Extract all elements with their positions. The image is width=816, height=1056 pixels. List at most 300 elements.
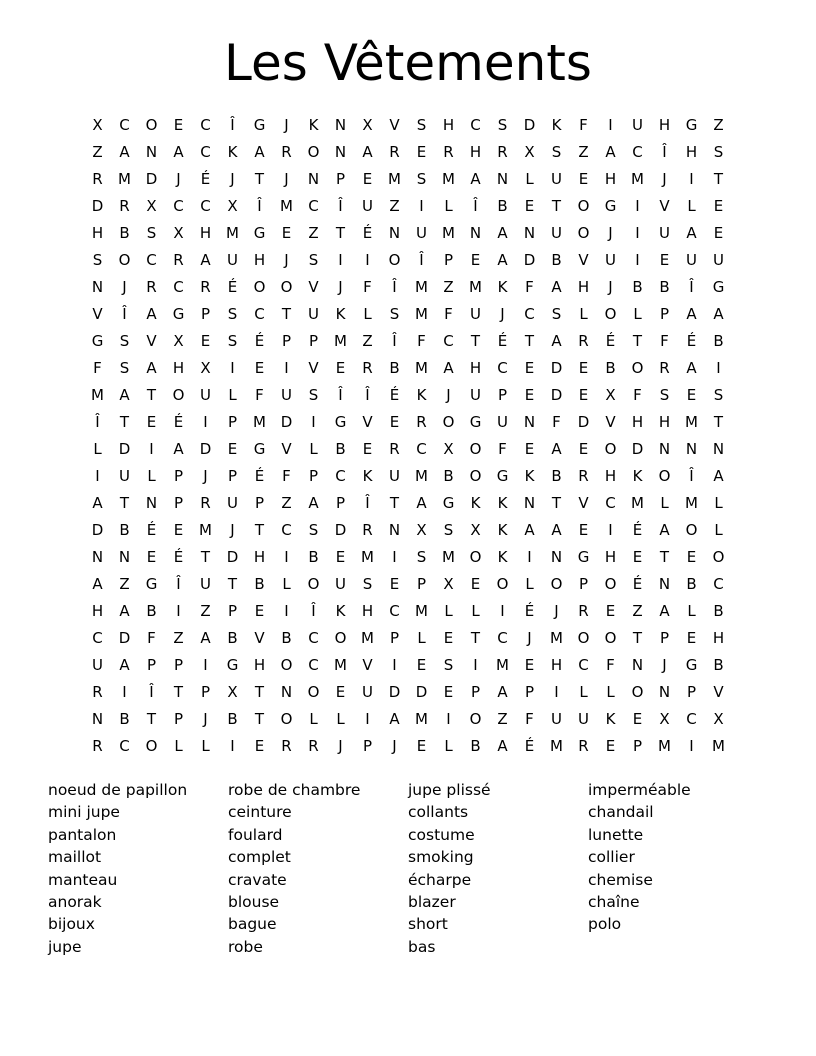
grid-letter: Î bbox=[257, 197, 262, 215]
grid-letter: I bbox=[284, 602, 289, 620]
word-item: bijoux bbox=[48, 915, 95, 934]
grid-letter: G bbox=[253, 116, 266, 134]
grid-row bbox=[84, 355, 732, 382]
grid-letter: C bbox=[200, 197, 211, 215]
grid-letter: N bbox=[388, 224, 401, 242]
grid-letter: G bbox=[253, 440, 266, 458]
grid-letter: L bbox=[687, 602, 696, 620]
grid-letter: I bbox=[284, 359, 289, 377]
grid-letter: A bbox=[497, 224, 508, 242]
grid-letter: G bbox=[685, 116, 698, 134]
grid-letter: B bbox=[254, 575, 265, 593]
grid-letter: B bbox=[497, 197, 508, 215]
grid-letter: Z bbox=[308, 224, 319, 242]
grid-letter: Î bbox=[176, 575, 181, 593]
grid-letter: O bbox=[604, 305, 617, 323]
grid-letter: H bbox=[91, 602, 104, 620]
grid-letter: I bbox=[716, 359, 721, 377]
grid-letter: A bbox=[146, 305, 157, 323]
grid-letter: J bbox=[230, 521, 235, 539]
grid-letter: G bbox=[334, 413, 347, 431]
grid-letter: E bbox=[335, 548, 346, 566]
grid-letter: J bbox=[284, 170, 289, 188]
grid-letter: D bbox=[91, 521, 104, 539]
grid-letter: T bbox=[254, 683, 265, 701]
grid-letter: S bbox=[713, 386, 724, 404]
grid-letter: R bbox=[389, 440, 400, 458]
grid-letter: I bbox=[635, 251, 640, 269]
grid-letter: I bbox=[203, 413, 208, 431]
grid-letter: P bbox=[335, 170, 346, 188]
grid-letter: X bbox=[92, 116, 103, 134]
grid-letter: L bbox=[174, 737, 183, 755]
grid-letter: M bbox=[118, 170, 131, 188]
grid-letter: K bbox=[308, 116, 319, 134]
grid-letter: C bbox=[200, 116, 211, 134]
grid-letter: C bbox=[470, 116, 481, 134]
grid-letter: H bbox=[712, 629, 725, 647]
grid-letter: H bbox=[469, 143, 482, 161]
grid-letter: M bbox=[334, 656, 347, 674]
grid-letter: C bbox=[389, 602, 400, 620]
grid-letter: U bbox=[470, 386, 481, 404]
grid-letter: M bbox=[550, 629, 563, 647]
grid-letter: T bbox=[254, 521, 265, 539]
grid-letter: T bbox=[632, 629, 643, 647]
grid-letter: L bbox=[444, 197, 453, 215]
grid-letter: D bbox=[118, 629, 131, 647]
grid-letter: M bbox=[226, 224, 239, 242]
grid-letter: C bbox=[119, 737, 130, 755]
grid-letter: A bbox=[470, 170, 481, 188]
letter-grid bbox=[84, 112, 732, 760]
grid-letter: J bbox=[122, 278, 127, 296]
grid-letter: U bbox=[281, 386, 292, 404]
grid-letter: Z bbox=[443, 278, 454, 296]
grid-letter: M bbox=[361, 629, 374, 647]
grid-letter: E bbox=[281, 224, 292, 242]
grid-letter: P bbox=[335, 494, 346, 512]
grid-letter: J bbox=[338, 278, 343, 296]
grid-letter: E bbox=[416, 143, 427, 161]
grid-letter: D bbox=[145, 170, 158, 188]
grid-letter: C bbox=[335, 467, 346, 485]
grid-letter: Î bbox=[122, 305, 127, 323]
grid-letter: E bbox=[713, 224, 724, 242]
grid-letter: I bbox=[473, 656, 478, 674]
grid-letter: A bbox=[389, 710, 400, 728]
grid-letter: X bbox=[200, 359, 211, 377]
grid-letter: A bbox=[119, 143, 130, 161]
grid-letter: R bbox=[578, 467, 589, 485]
grid-letter: B bbox=[281, 629, 292, 647]
word-item: maillot bbox=[48, 848, 102, 867]
grid-letter: I bbox=[365, 710, 370, 728]
word-item: jupe bbox=[48, 937, 82, 956]
grid-letter: J bbox=[392, 737, 397, 755]
grid-row bbox=[84, 490, 732, 517]
grid-letter: P bbox=[524, 683, 535, 701]
grid-letter: É bbox=[254, 332, 265, 350]
grid-letter: O bbox=[469, 710, 482, 728]
grid-letter: A bbox=[173, 440, 184, 458]
grid-row bbox=[84, 301, 732, 328]
grid-letter: T bbox=[146, 710, 157, 728]
grid-letter: E bbox=[524, 440, 535, 458]
grid-letter: T bbox=[470, 332, 481, 350]
grid-row bbox=[84, 706, 732, 733]
grid-letter: M bbox=[469, 278, 482, 296]
grid-letter: U bbox=[551, 710, 562, 728]
grid-letter: C bbox=[281, 521, 292, 539]
grid-letter: T bbox=[281, 305, 292, 323]
grid-letter: E bbox=[578, 521, 589, 539]
grid-letter: L bbox=[606, 683, 615, 701]
grid-letter: Î bbox=[392, 332, 397, 350]
grid-letter: I bbox=[554, 683, 559, 701]
grid-letter: F bbox=[579, 116, 588, 134]
grid-letter: E bbox=[227, 440, 238, 458]
grid-letter: I bbox=[284, 548, 289, 566]
grid-letter: M bbox=[685, 494, 698, 512]
grid-letter: V bbox=[308, 359, 319, 377]
grid-letter: E bbox=[470, 575, 481, 593]
grid-letter: V bbox=[362, 413, 373, 431]
grid-letter: G bbox=[91, 332, 104, 350]
grid-letter: S bbox=[389, 305, 400, 323]
grid-letter: N bbox=[685, 440, 698, 458]
grid-letter: L bbox=[579, 683, 588, 701]
grid-row bbox=[84, 517, 732, 544]
grid-letter: É bbox=[497, 332, 508, 350]
grid-letter: P bbox=[173, 467, 184, 485]
grid-letter: X bbox=[524, 143, 535, 161]
grid-letter: U bbox=[470, 305, 481, 323]
grid-letter: K bbox=[362, 467, 373, 485]
grid-letter: I bbox=[608, 521, 613, 539]
grid-letter: C bbox=[416, 440, 427, 458]
grid-letter: P bbox=[227, 467, 238, 485]
grid-letter: O bbox=[604, 629, 617, 647]
word-item: blazer bbox=[408, 893, 456, 912]
grid-letter: E bbox=[416, 656, 427, 674]
grid-letter: R bbox=[173, 251, 184, 269]
grid-letter: J bbox=[608, 224, 613, 242]
grid-letter: E bbox=[713, 197, 724, 215]
grid-row bbox=[84, 625, 732, 652]
word-item: collants bbox=[408, 803, 469, 822]
grid-letter: E bbox=[524, 386, 535, 404]
grid-row bbox=[84, 733, 732, 760]
grid-letter: B bbox=[551, 251, 562, 269]
grid-letter: U bbox=[200, 386, 211, 404]
grid-letter: R bbox=[389, 143, 400, 161]
grid-letter: J bbox=[176, 170, 181, 188]
grid-letter: A bbox=[686, 359, 697, 377]
grid-letter: U bbox=[362, 683, 373, 701]
grid-letter: D bbox=[550, 359, 563, 377]
grid-letter: R bbox=[362, 521, 373, 539]
grid-letter: A bbox=[362, 143, 373, 161]
word-item: polo bbox=[588, 915, 622, 934]
grid-letter: I bbox=[95, 467, 100, 485]
grid-letter: K bbox=[524, 467, 535, 485]
grid-letter: T bbox=[659, 548, 670, 566]
grid-letter: O bbox=[496, 575, 509, 593]
grid-letter: U bbox=[119, 467, 130, 485]
word-list bbox=[48, 779, 768, 958]
grid-letter: N bbox=[523, 494, 536, 512]
grid-letter: C bbox=[92, 629, 103, 647]
grid-letter: E bbox=[578, 440, 589, 458]
grid-letter: N bbox=[145, 494, 158, 512]
grid-letter: T bbox=[389, 494, 400, 512]
grid-letter: M bbox=[631, 494, 644, 512]
grid-letter: H bbox=[172, 359, 185, 377]
grid-letter: G bbox=[442, 494, 455, 512]
grid-letter: V bbox=[659, 197, 670, 215]
grid-letter: T bbox=[335, 224, 346, 242]
grid-letter: I bbox=[446, 710, 451, 728]
grid-letter: I bbox=[635, 224, 640, 242]
grid-letter: U bbox=[335, 575, 346, 593]
grid-letter: U bbox=[389, 467, 400, 485]
grid-letter: R bbox=[443, 143, 454, 161]
grid-letter: L bbox=[309, 440, 318, 458]
grid-letter: J bbox=[284, 116, 289, 134]
grid-letter: V bbox=[254, 629, 265, 647]
grid-letter: Î bbox=[230, 116, 235, 134]
grid-letter: É bbox=[524, 602, 535, 620]
grid-letter: C bbox=[146, 251, 157, 269]
word-item: écharpe bbox=[408, 870, 472, 889]
grid-letter: U bbox=[713, 251, 724, 269]
grid-letter: T bbox=[551, 197, 562, 215]
grid-letter: G bbox=[496, 467, 509, 485]
grid-letter: N bbox=[388, 521, 401, 539]
grid-letter: O bbox=[307, 143, 320, 161]
grid-letter: H bbox=[550, 656, 563, 674]
grid-letter: F bbox=[525, 278, 534, 296]
grid-letter: E bbox=[443, 629, 454, 647]
grid-letter: É bbox=[200, 170, 211, 188]
grid-letter: S bbox=[308, 521, 319, 539]
grid-letter: I bbox=[500, 602, 505, 620]
grid-letter: P bbox=[200, 305, 211, 323]
grid-letter: S bbox=[443, 521, 454, 539]
grid-letter: J bbox=[446, 386, 451, 404]
grid-letter: L bbox=[714, 494, 723, 512]
grid-letter: L bbox=[336, 710, 345, 728]
grid-letter: N bbox=[91, 710, 104, 728]
grid-letter: A bbox=[308, 494, 319, 512]
grid-letter: B bbox=[551, 467, 562, 485]
grid-letter: Î bbox=[338, 197, 343, 215]
word-item: ceinture bbox=[228, 803, 292, 822]
grid-row bbox=[84, 193, 732, 220]
grid-letter: O bbox=[118, 251, 131, 269]
grid-letter: Î bbox=[365, 386, 370, 404]
grid-letter: P bbox=[200, 683, 211, 701]
grid-letter: A bbox=[92, 575, 103, 593]
grid-letter: O bbox=[145, 737, 158, 755]
grid-letter: F bbox=[525, 710, 534, 728]
grid-letter: A bbox=[92, 494, 103, 512]
grid-letter: Z bbox=[497, 710, 508, 728]
grid-letter: Î bbox=[419, 251, 424, 269]
grid-letter: U bbox=[308, 305, 319, 323]
grid-letter: R bbox=[119, 197, 130, 215]
grid-letter: S bbox=[146, 224, 157, 242]
grid-row bbox=[84, 382, 732, 409]
grid-letter: B bbox=[389, 359, 400, 377]
grid-letter: I bbox=[338, 251, 343, 269]
grid-letter: L bbox=[525, 170, 534, 188]
grid-letter: S bbox=[416, 170, 427, 188]
grid-letter: K bbox=[605, 710, 616, 728]
grid-letter: R bbox=[92, 737, 103, 755]
grid-letter: H bbox=[253, 656, 266, 674]
grid-letter: R bbox=[281, 737, 292, 755]
grid-letter: É bbox=[605, 332, 616, 350]
grid-letter: B bbox=[605, 359, 616, 377]
grid-letter: C bbox=[200, 143, 211, 161]
grid-letter: I bbox=[311, 413, 316, 431]
grid-letter: U bbox=[686, 251, 697, 269]
grid-letter: C bbox=[308, 656, 319, 674]
grid-letter: B bbox=[713, 332, 724, 350]
grid-letter: T bbox=[119, 494, 130, 512]
grid-letter: F bbox=[363, 278, 372, 296]
grid-letter: É bbox=[362, 224, 373, 242]
grid-letter: G bbox=[226, 656, 239, 674]
grid-letter: E bbox=[443, 683, 454, 701]
grid-letter: L bbox=[471, 602, 480, 620]
grid-letter: P bbox=[632, 737, 643, 755]
word-column bbox=[408, 779, 588, 958]
grid-letter: U bbox=[659, 224, 670, 242]
word-item: anorak bbox=[48, 893, 102, 912]
grid-letter: A bbox=[416, 494, 427, 512]
grid-letter: L bbox=[228, 386, 237, 404]
grid-letter: A bbox=[686, 305, 697, 323]
grid-letter: U bbox=[92, 656, 103, 674]
grid-letter: E bbox=[578, 359, 589, 377]
grid-letter: J bbox=[230, 170, 235, 188]
grid-letter: L bbox=[687, 197, 696, 215]
grid-letter: A bbox=[254, 143, 265, 161]
grid-letter: E bbox=[524, 359, 535, 377]
grid-letter: O bbox=[280, 710, 293, 728]
grid-letter: X bbox=[227, 197, 238, 215]
grid-row bbox=[84, 409, 732, 436]
word-item: jupe plissé bbox=[408, 781, 491, 799]
grid-letter: S bbox=[443, 656, 454, 674]
grid-letter: N bbox=[658, 440, 671, 458]
grid-letter: I bbox=[230, 359, 235, 377]
grid-letter: P bbox=[659, 629, 670, 647]
grid-letter: H bbox=[253, 251, 266, 269]
grid-letter: F bbox=[444, 305, 453, 323]
grid-letter: N bbox=[469, 224, 482, 242]
grid-letter: F bbox=[552, 413, 561, 431]
grid-letter: D bbox=[388, 683, 401, 701]
grid-letter: B bbox=[119, 710, 130, 728]
grid-letter: H bbox=[604, 548, 617, 566]
grid-letter: O bbox=[469, 467, 482, 485]
grid-letter: M bbox=[658, 737, 671, 755]
grid-letter: A bbox=[551, 521, 562, 539]
grid-letter: G bbox=[685, 656, 698, 674]
grid-letter: E bbox=[254, 359, 265, 377]
grid-letter: P bbox=[578, 575, 589, 593]
grid-letter: H bbox=[658, 413, 671, 431]
word-item: noeud de papillon bbox=[48, 781, 188, 799]
grid-letter: Î bbox=[338, 386, 343, 404]
grid-letter: R bbox=[416, 413, 427, 431]
grid-letter: D bbox=[280, 413, 293, 431]
grid-row bbox=[84, 220, 732, 247]
grid-letter: U bbox=[227, 251, 238, 269]
grid-letter: O bbox=[307, 575, 320, 593]
grid-letter: O bbox=[577, 224, 590, 242]
grid-row bbox=[84, 544, 732, 571]
grid-letter: K bbox=[497, 494, 508, 512]
grid-letter: U bbox=[632, 116, 643, 134]
grid-letter: J bbox=[338, 737, 343, 755]
grid-letter: C bbox=[578, 656, 589, 674]
grid-letter: M bbox=[712, 737, 725, 755]
grid-letter: L bbox=[93, 440, 102, 458]
word-item: collier bbox=[588, 848, 635, 867]
grid-letter: N bbox=[523, 413, 536, 431]
grid-letter: X bbox=[443, 440, 454, 458]
grid-letter: P bbox=[146, 656, 157, 674]
grid-letter: A bbox=[443, 359, 454, 377]
grid-letter: S bbox=[92, 251, 103, 269]
grid-letter: V bbox=[308, 278, 319, 296]
grid-letter: K bbox=[632, 467, 643, 485]
grid-letter: T bbox=[524, 332, 535, 350]
grid-letter: M bbox=[91, 386, 104, 404]
grid-letter: X bbox=[713, 710, 724, 728]
grid-letter: E bbox=[362, 170, 373, 188]
grid-letter: E bbox=[632, 548, 643, 566]
grid-letter: B bbox=[335, 440, 346, 458]
grid-letter: G bbox=[172, 305, 185, 323]
grid-letter: F bbox=[660, 332, 669, 350]
grid-letter: K bbox=[497, 548, 508, 566]
grid-row bbox=[84, 463, 732, 490]
grid-letter: E bbox=[389, 575, 400, 593]
grid-letter: F bbox=[93, 359, 102, 377]
grid-letter: R bbox=[308, 737, 319, 755]
grid-letter: É bbox=[173, 413, 184, 431]
grid-letter: T bbox=[173, 683, 184, 701]
grid-letter: B bbox=[119, 224, 130, 242]
grid-letter: P bbox=[470, 683, 481, 701]
grid-letter: A bbox=[146, 359, 157, 377]
grid-letter: Î bbox=[473, 197, 478, 215]
grid-letter: A bbox=[713, 305, 724, 323]
grid-letter: M bbox=[388, 170, 401, 188]
grid-letter: K bbox=[497, 278, 508, 296]
grid-row bbox=[84, 247, 732, 274]
grid-letter: M bbox=[442, 224, 455, 242]
word-item: robe bbox=[228, 937, 263, 956]
grid-letter: A bbox=[551, 332, 562, 350]
grid-letter: F bbox=[147, 629, 156, 647]
